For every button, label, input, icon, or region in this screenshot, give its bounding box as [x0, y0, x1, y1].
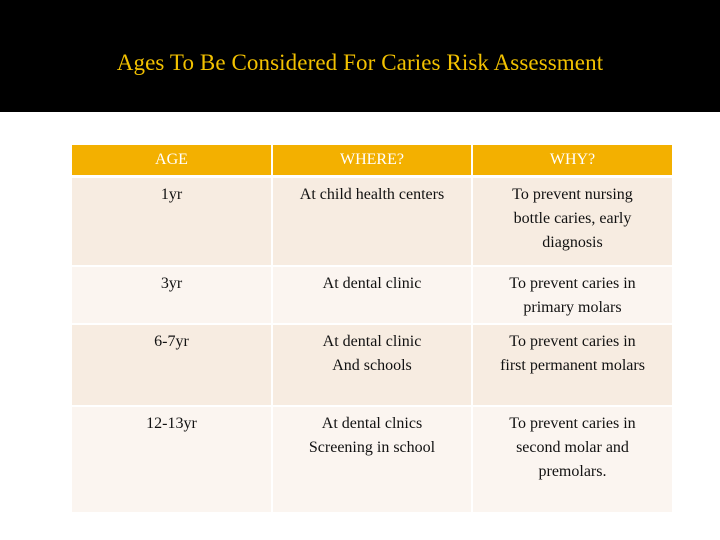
- cell-line: To prevent nursing: [512, 186, 633, 203]
- why-cell: [472, 406, 672, 513]
- cell-line: bottle caries, early: [513, 210, 632, 227]
- cell-line: At dental clinic: [322, 333, 422, 350]
- age-cell: [72, 266, 272, 324]
- header-why: WHY?: [472, 145, 672, 177]
- where-cell: [272, 177, 472, 267]
- cell-line: premolars.: [538, 463, 607, 480]
- table-row: [72, 324, 672, 406]
- table-row: [72, 406, 672, 513]
- cell-line: 12-13yr: [146, 415, 197, 432]
- cell-line: primary molars: [523, 299, 622, 316]
- slide-title: Ages To Be Considered For Caries Risk Assessment: [116, 50, 604, 75]
- caries-risk-table: [72, 145, 672, 514]
- cell-line: And schools: [332, 357, 412, 374]
- header-where: WHERE?: [272, 145, 472, 177]
- age-cell: [72, 177, 272, 267]
- why-cell: [472, 266, 672, 324]
- why-cell: [472, 324, 672, 406]
- where-cell: [272, 406, 472, 513]
- cell-line: To prevent caries in: [509, 333, 636, 350]
- title-bar: [0, 0, 720, 112]
- cell-line: At child health centers: [299, 186, 445, 203]
- cell-line: At dental clinic: [322, 275, 422, 292]
- cell-line: To prevent caries in: [509, 275, 636, 292]
- where-cell: [272, 266, 472, 324]
- cell-line: first permanent molars: [500, 357, 645, 374]
- table-row: [72, 177, 672, 267]
- table-header-row: [72, 145, 672, 177]
- where-cell: [272, 324, 472, 406]
- age-cell: [72, 406, 272, 513]
- cell-line: Screening in school: [308, 439, 436, 456]
- header-age: AGE: [72, 145, 272, 177]
- cell-line: 3yr: [160, 275, 183, 292]
- table-row: [72, 266, 672, 324]
- cell-line: To prevent caries in: [509, 415, 636, 432]
- cell-line: second molar and: [516, 439, 629, 456]
- cell-line: 6-7yr: [154, 333, 189, 350]
- age-cell: [72, 324, 272, 406]
- cell-line: At dental clnics: [321, 415, 423, 432]
- why-cell: [472, 177, 672, 267]
- cell-line: 1yr: [160, 186, 183, 203]
- cell-line: diagnosis: [542, 234, 603, 251]
